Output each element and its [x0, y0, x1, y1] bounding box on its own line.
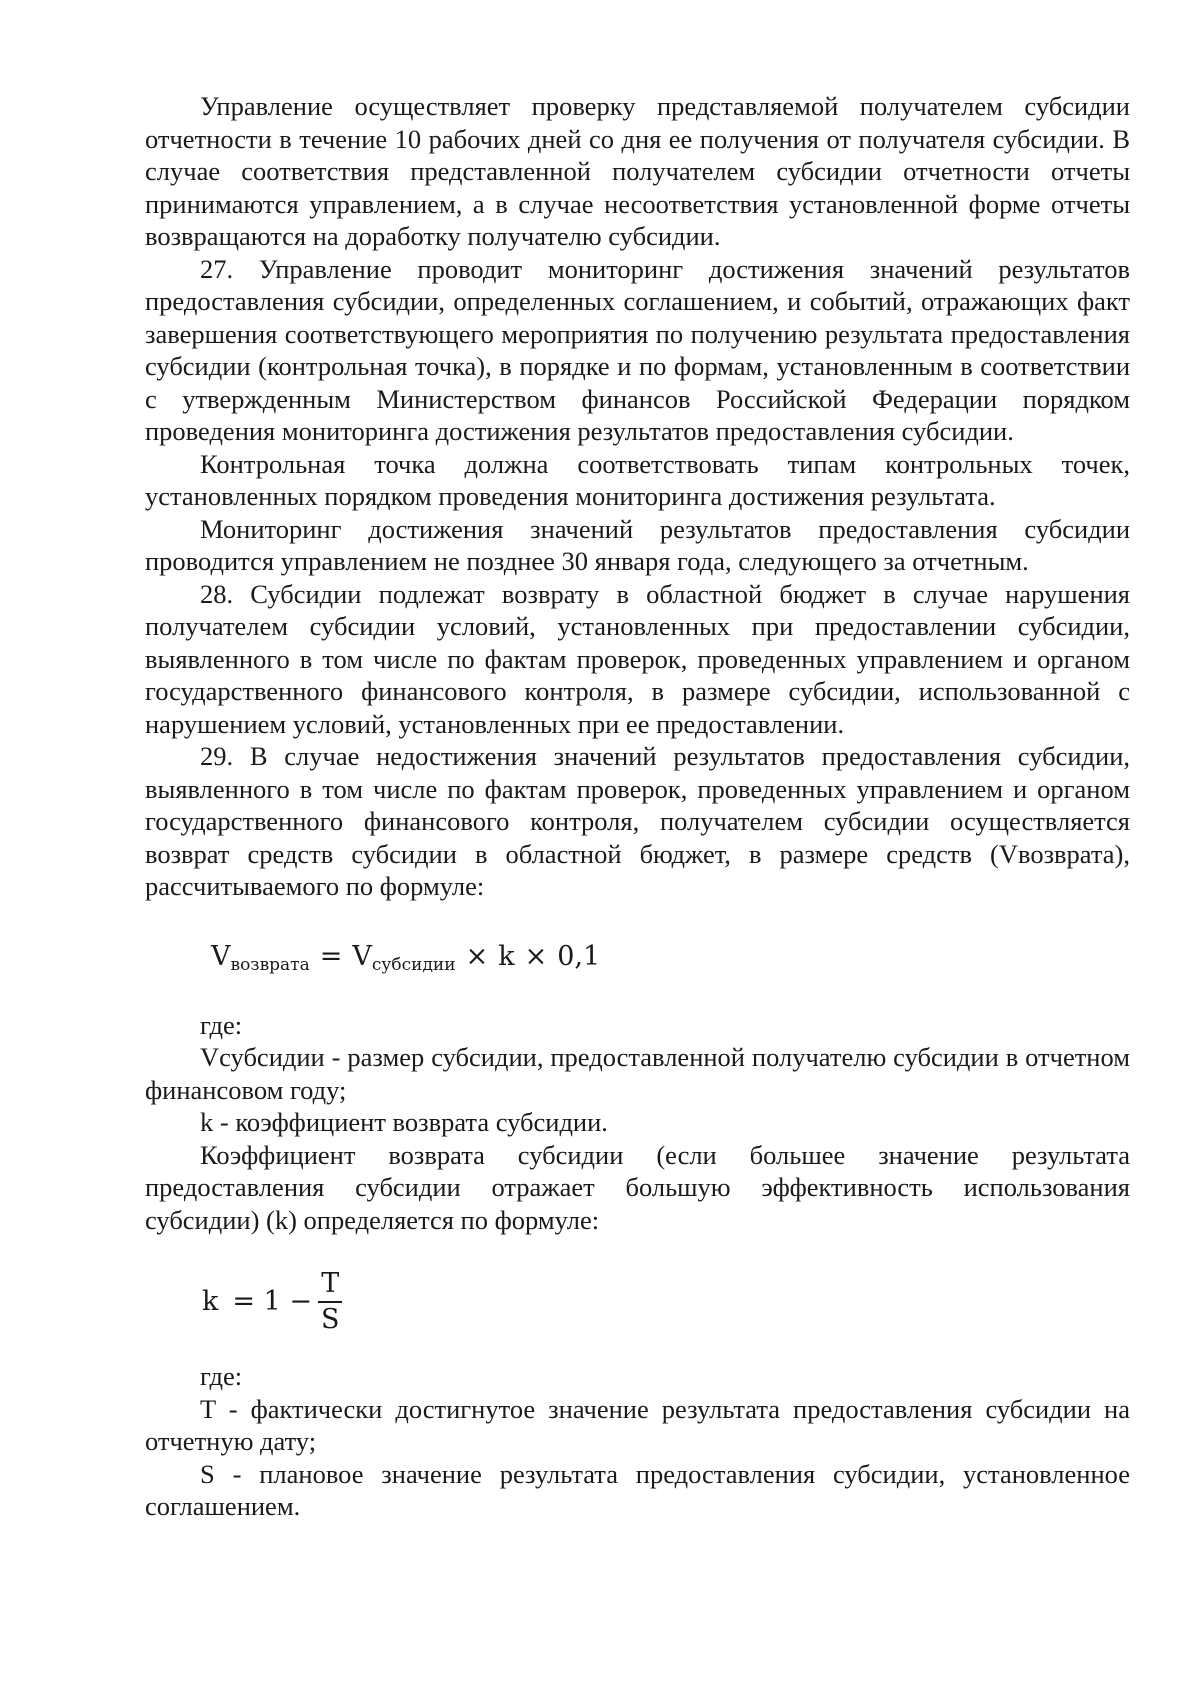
formula-times-2: × — [524, 940, 548, 972]
paragraph-report-check: Управление осуществляет проверку представляемой получателем субсидии отчетности в течение 10 рабочих дней со дня ее получения от получателя субсидии. В случае соответствия представленной получателем субсидии отчетности отчеты принимаются управлением, а в случае несоответствия установленной форме отчеты возвращаются на доработку получателю субсидии. — [145, 91, 1130, 251]
formula-equals: = — [319, 940, 343, 972]
paragraph-k-formula-intro: Коэффициент возврата субсидии (если большее значение результата предоставления субсидии отражает большую эффективность использования субсидии) (k) определяется по формуле: — [145, 1139, 1130, 1235]
formula-k-coefficient — [202, 1266, 1130, 1338]
formula-v-subsidy: $V_{субсидии}$ — [352, 940, 456, 975]
paragraph-29-non-achievement: 29. В случае недостижения значений результатов предоставления субсидии, выявленного в том числе по фактам проверок, проведенных управлением и органом государственного финансового контроля, получателем субсидии осуществляется возврат средств субсидии в областной бюджет, в размере средств (Vвозврата), рассчитываемого по формуле: — [145, 741, 1130, 901]
formula-coefficient: 0,1 — [557, 940, 601, 972]
paragraph-t-def: T - фактически достигнутое значение результата предоставления субсидии на отчетную дату; — [145, 1393, 1130, 1456]
document-page — [145, 90, 1130, 1523]
formula-v-refund: $V_{возврата}$ — [211, 940, 310, 975]
formula-fraction — [318, 1269, 343, 1335]
paragraph-s-def: S - плановое значение результата предоставления субсидии, установленное соглашением. — [145, 1458, 1130, 1521]
paragraph-control-point: Контрольная точка должна соответствовать типам контрольных точек, установленных порядком проведения мониторинга достижения результата. — [145, 448, 1130, 511]
formula-times-1: × — [465, 940, 489, 972]
paragraph-28-refund: 28. Субсидии подлежат возврату в областной бюджет в случае нарушения получателем субсидии условий, установленных при предоставлении субсидии, выявленного в том числе по фактам проверок, проведенных управлением и органом государственного финансового контроля, в размере субсидии, использованной с нарушением условий, установленных при ее предоставлении. — [145, 578, 1130, 739]
formula-k-lhs: k — [202, 1285, 219, 1317]
formula-refund-volume — [211, 933, 1130, 981]
formula-k-rhs: = 1 − — [232, 1285, 312, 1317]
where-label-2: где: — [200, 1361, 243, 1391]
where-label-1: где: — [200, 1009, 243, 1040]
formula-k: k — [498, 940, 515, 972]
fraction-denominator: S — [320, 1304, 340, 1335]
fraction-numerator: T — [321, 1268, 340, 1299]
paragraph-monitoring-deadline: Мониторинг достижения значений результатов предоставления субсидии проводится управлением не позднее 30 января года, следующего за отчетным. — [145, 513, 1130, 576]
paragraph-v-subsidy-def: Vсубсидии - размер субсидии, предоставленной получателю субсидии в отчетном финансовом году; — [145, 1042, 1130, 1105]
paragraph-k-def: k - коэффициент возврата субсидии. — [200, 1107, 608, 1137]
paragraph-27-monitoring: 27. Управление проводит мониторинг достижения значений результатов предоставления субсидии, определенных соглашением, и событий, отражающих факт завершения соответствующего мероприятия по получению результата предоставления субсидии (контрольная точка), в порядке и по формам, установленным в соответствии с утвержденным Министерством финансов Российской Федерации порядком проведения мониторинга достижения результатов предоставления субсидии. — [145, 253, 1130, 446]
